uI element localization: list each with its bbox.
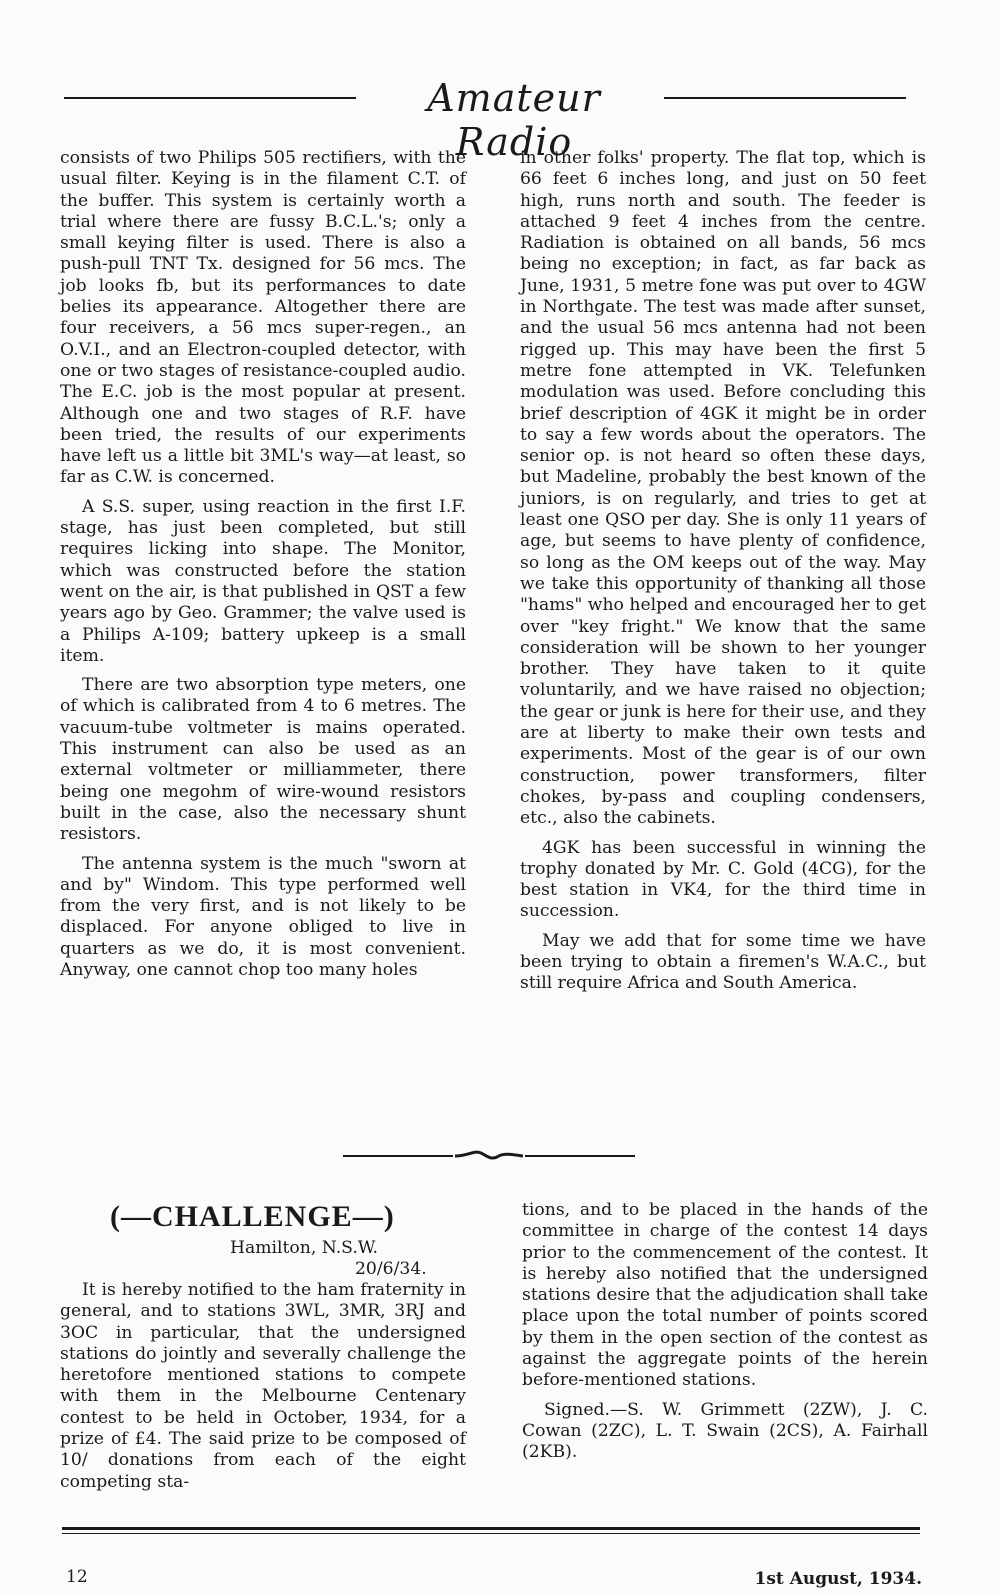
challenge-place: Hamilton, N.S.W. (230, 1238, 378, 1258)
masthead-rule-left (64, 97, 356, 99)
article-column-1 (60, 148, 466, 989)
footer-rule (62, 1527, 920, 1530)
section-divider (343, 1150, 635, 1162)
paragraph: The antenna system is the much "sworn at and by" Windom. This type performed well from the very first, and is not likely to be displaced. For anyone obliged to live in quarters as we do, it is most convenient. Anyway, one cannot chop too many holes (60, 853, 466, 980)
divider-ornament-icon (455, 1150, 523, 1162)
article-column-2 (520, 148, 926, 1003)
challenge-column-2 (522, 1200, 928, 1472)
paragraph: tions, and to be placed in the hands of the committee in charge of the contest 14 days prior to the commencement of the contest. It is hereby also notified that the undersigned stations desire that the adjudication shall take place upon the total number of points scored by them in the open section of the contest as against the aggregate points of the herein before-mentioned stations. (522, 1200, 928, 1391)
paragraph: A S.S. super, using reaction in the first I.F. stage, has just been completed, but still requires licking into shape. The Monitor, which was constructed before the station went on the air, is that published in QST a few years ago by Geo. Grammer; the valve used is a Philips A-109; battery upkeep is a small item. (60, 496, 466, 666)
paragraph: consists of two Philips 505 rectifiers, with the usual filter. Keying is in the filament C.T. of the buffer. This system is certainly worth a trial where there are fussy B.C.L.'s; only a small keying filter is used. There is also a push-pull TNT Tx. designed for 56 mcs. The job looks fb, but its performances to date belies its appearance. Altogether there are four receivers, a 56 mcs super-regen., an O.V.I., and an Electron-coupled detector, with one or two stages of resistance-coupled audio. The E.C. job is the most popular at present. Although one and two stages of R.F. have been tried, the results of our experiments have left us a little bit 3ML's way—at least, so far as C.W. is concerned. (60, 148, 466, 488)
signatures: Signed.—S. W. Grimmett (2ZW), J. C. Cowan (2ZC), L. T. Swain (2CS), A. Fairhall (2KB). (522, 1399, 928, 1463)
paragraph: It is hereby notified to the ham fraternity in general, and to stations 3WL, 3MR, 3RJ and 3OC in particular, that the undersigned stations do jointly and severally challenge the heretofore mentioned stations to compete with them in the Melbourne Centenary contest to be held in October, 1934, for a prize of £4. The said prize to be composed of 10/ donations from each of the eight competing sta- (60, 1280, 466, 1492)
footer-rule-thin (62, 1533, 920, 1534)
divider-line-left (343, 1155, 453, 1157)
divider-line-right (525, 1155, 635, 1157)
issue-date: 1st August, 1934. (754, 1569, 922, 1589)
publication-title: Amateur Radio (427, 76, 601, 164)
masthead-rule-right (664, 97, 906, 99)
paragraph: in other folks' property. The flat top, which is 66 feet 6 inches long, and just on 50 feet high, runs north and south. The feeder is attached 9 feet 4 inches from the centre. Radiation is obtained on all bands, 56 mcs being no exception; in fact, as far back as June, 1931, 5 metre fone was put over to 4GW in Northgate. The test was made after sunset, and the usual 56 mcs antenna had not been rigged up. This may have been the first 5 metre fone attempted in VK. Telefunken modulation was used. Before concluding this brief description of 4GK it might be in order to say a few words about the operators. The senior op. is not heard so often these days, but Madeline, probably the best known of the juniors, is on regularly, and tries to get at least one QSO per day. She is only 11 years of age, but seems to have plenty of confidence, so long as the OM keeps out of the way. May we take this opportunity of thanking all those "hams" who helped and encouraged her to get over "key fright." We know that the same consideration will be shown to her younger brother. They have taken to it quite voluntarily, and we have raised no objection; the gear or junk is here for their use, and they are at liberty to make their own tests and experiments. Most of the gear is of our own construction, power transformers, filter chokes, by-pass and coupling condensers, etc., also the cabinets. (520, 148, 926, 829)
challenge-heading: (—CHALLENGE—) (110, 1200, 395, 1233)
challenge-date: 20/6/34. (355, 1259, 427, 1279)
paragraph: 4GK has been successful in winning the trophy donated by Mr. C. Gold (4CG), for the best station in VK4, for the third time in succession. (520, 837, 926, 922)
page-number: 12 (66, 1567, 88, 1587)
paragraph: May we add that for some time we have been trying to obtain a firemen's W.A.C., but still require Africa and South America. (520, 930, 926, 994)
masthead (64, 76, 906, 164)
paragraph: There are two absorption type meters, one of which is calibrated from 4 to 6 metres. The vacuum-tube voltmeter is mains operated. This instrument can also be used as an external voltmeter or milliammeter, there being one megohm of wire-wound resistors built in the case, also the necessary shunt resistors. (60, 675, 466, 845)
challenge-column-1 (60, 1280, 466, 1501)
